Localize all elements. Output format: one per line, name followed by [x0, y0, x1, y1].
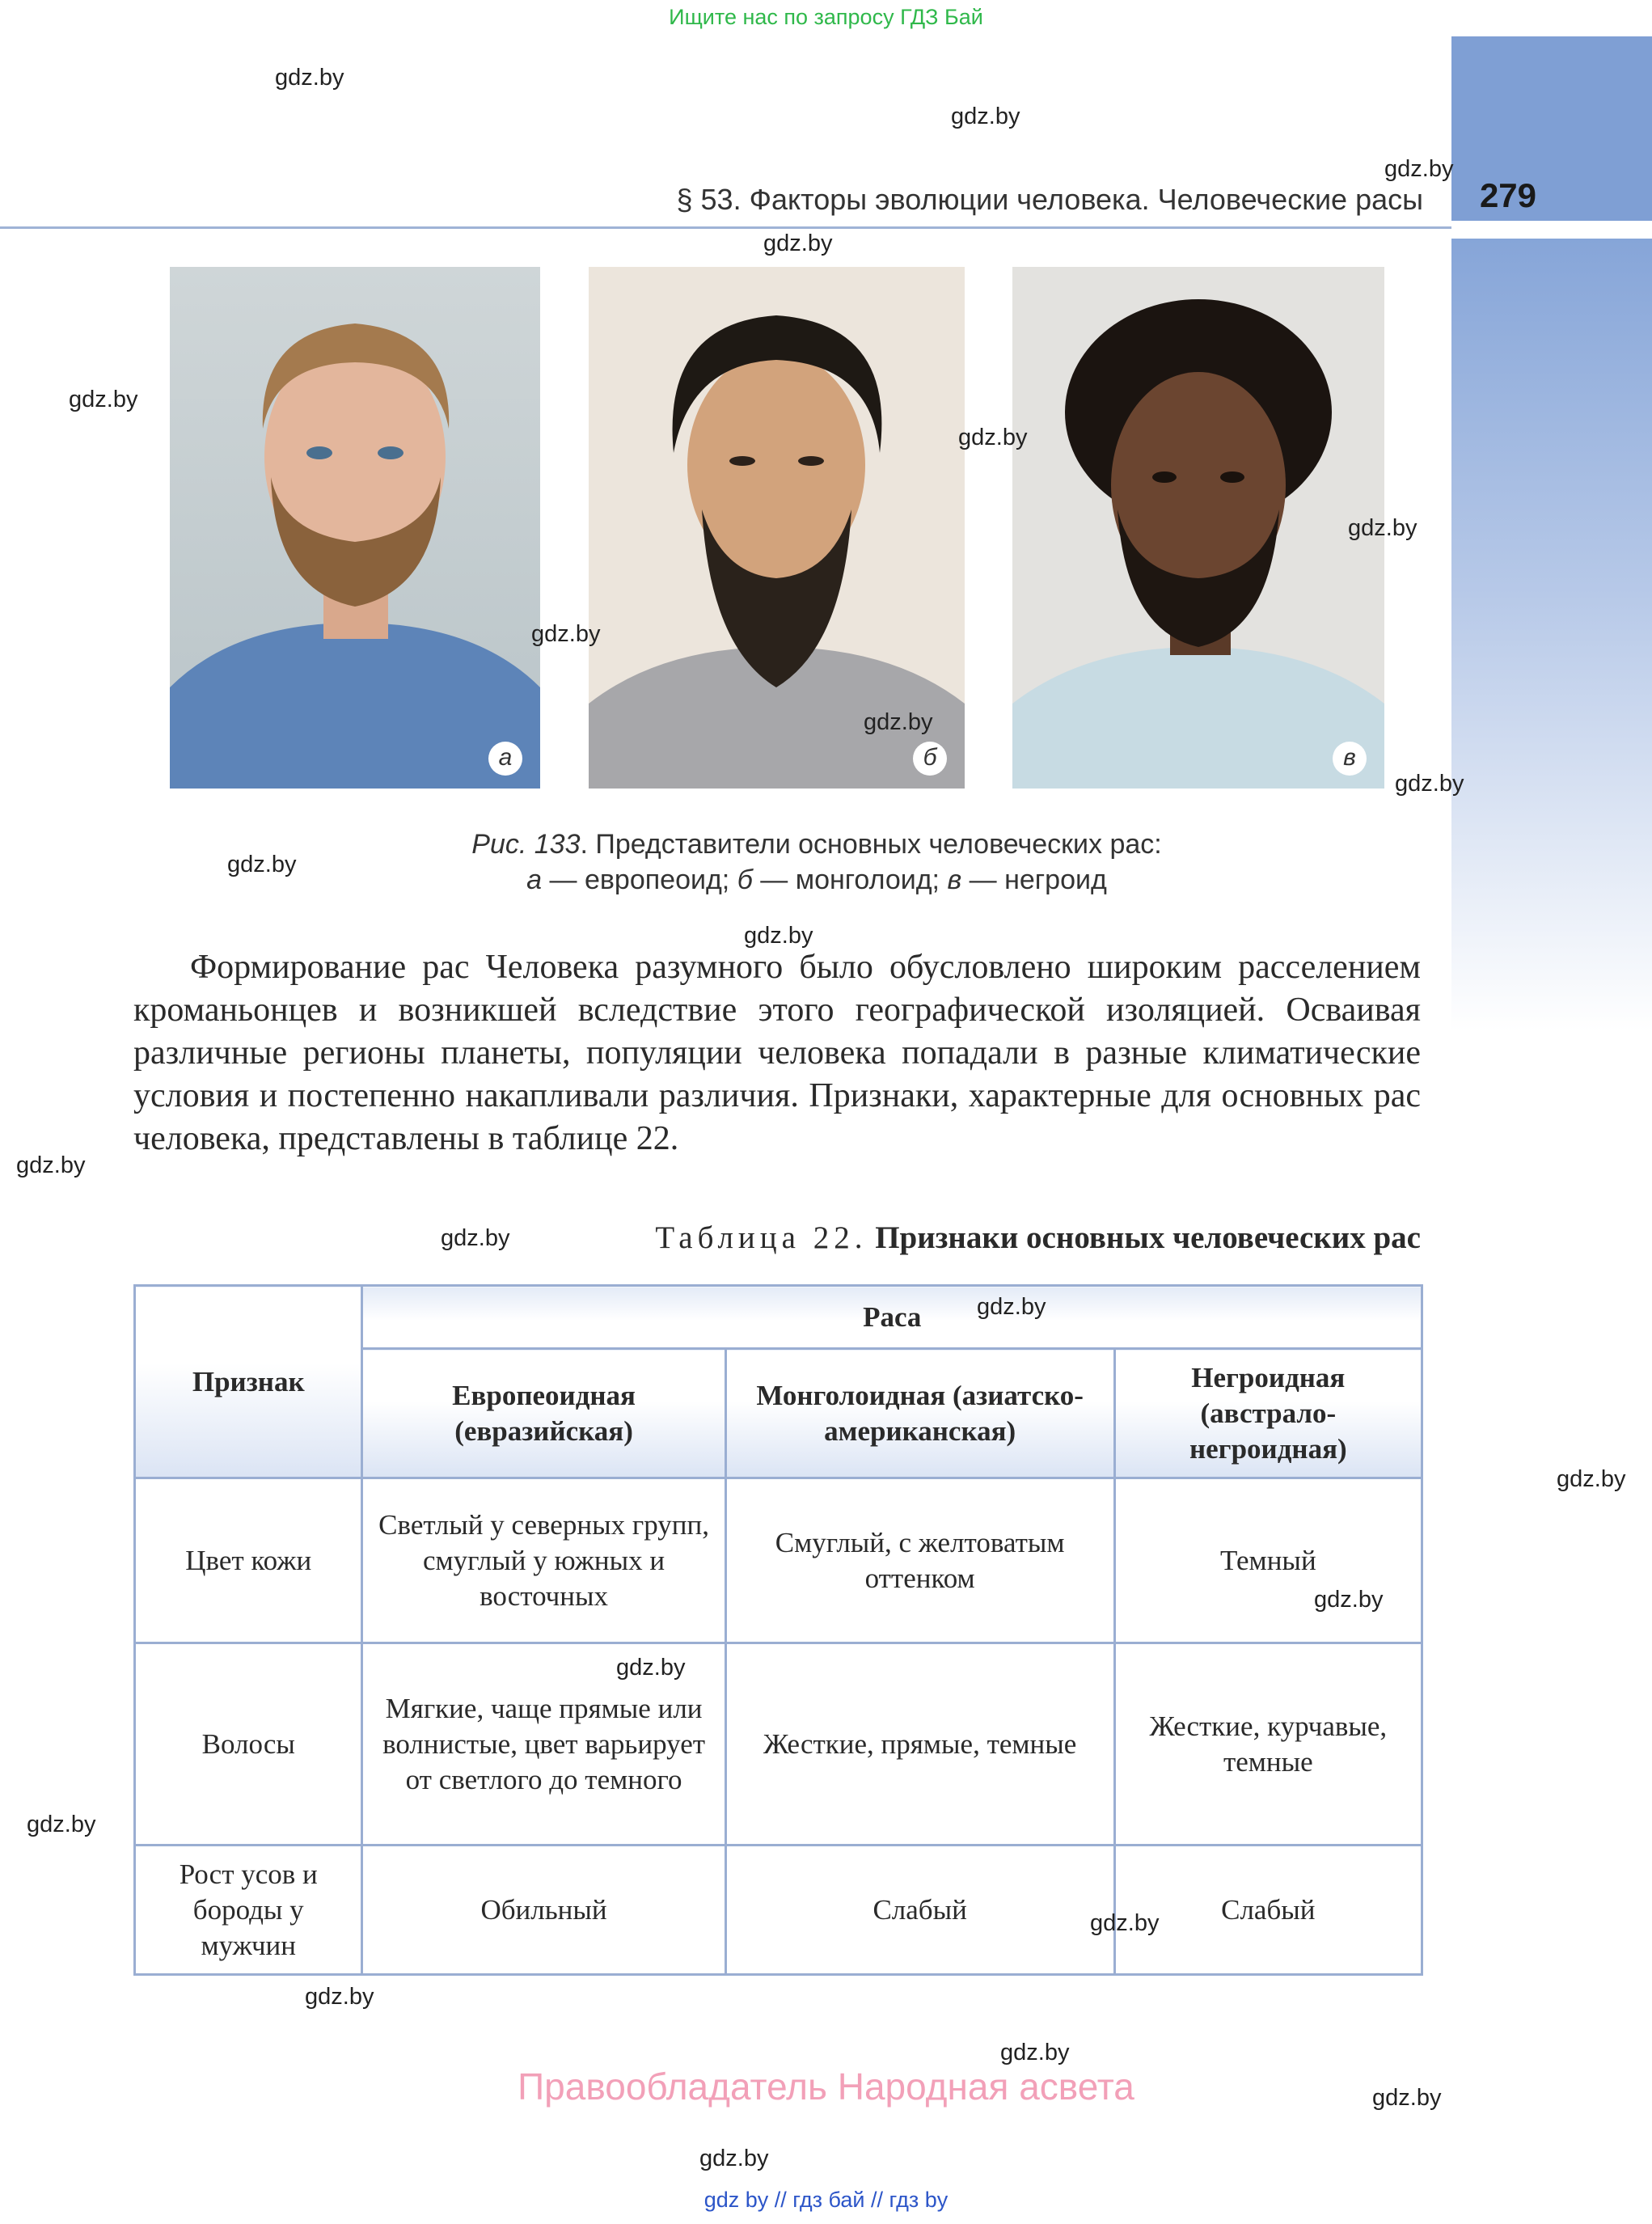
header-race-negroid: Негроидная (австрало-негроидная) [1114, 1349, 1422, 1478]
watermark: gdz.by [69, 387, 138, 412]
watermark: gdz.by [958, 425, 1028, 450]
watermark: gdz.by [763, 230, 833, 256]
portrait-image-c [1012, 267, 1384, 789]
photo-letter-c: в [1333, 742, 1367, 776]
caption-item-a: — европеоид; [542, 865, 737, 895]
header-race: Раса [362, 1286, 1422, 1349]
cell-beard-mongoloid: Слабый [725, 1846, 1114, 1975]
margin-band-side [1451, 239, 1652, 1031]
photo-letter-b: б [913, 742, 947, 776]
watermark: gdz.by [531, 621, 601, 647]
watermark: gdz.by [1372, 2085, 1442, 2111]
watermark: gdz.by [977, 1294, 1046, 1320]
table-header-row-1 [135, 1286, 1422, 1349]
header-rule [0, 226, 1451, 229]
watermark: gdz.by [1557, 1466, 1626, 1492]
table-label: Таблица 22. [655, 1220, 868, 1255]
paragraph-text: Формирование рас Человека разумного было обусловлено широким расселением кроманьонцев и возникшей вследствие этого географической изоляцией. Осваивая различные регионы планеты, популяции человека попадали в разные климатические условия и постепенно накапливали различия. Признаки, характерные для основных рас человека, представлены в таблице 22. [133, 949, 1421, 1157]
portrait-image-a [170, 267, 540, 789]
cell-skin-negroid: Темный [1114, 1478, 1422, 1643]
caption-label: Рис. 133 [471, 829, 581, 860]
watermark: gdz.by [305, 1984, 374, 2010]
row-trait-beard: Рост усов и бороды у мужчин [135, 1846, 362, 1975]
table-title [485, 1220, 1421, 1256]
top-search-note[interactable]: Ищите нас по запросу ГДЗ Бай [669, 5, 983, 29]
table-caption: Признаки основных человеческих рас [875, 1220, 1421, 1255]
cell-skin-europeoid: Светлый у северных групп, смуглый у южных и восточных [362, 1478, 725, 1643]
caption-text: . Представители основных человеческих рас: [580, 829, 1162, 860]
running-head: § 53. Факторы эволюции человека. Человеческие расы [676, 183, 1423, 216]
watermark: gdz.by [227, 852, 297, 877]
table-row [135, 1643, 1422, 1846]
watermark: gdz.by [275, 65, 344, 91]
cell-skin-mongoloid: Смуглый, с желтоватым оттенком [725, 1478, 1114, 1643]
watermark: gdz.by [616, 1655, 686, 1681]
watermark: gdz.by [441, 1225, 510, 1251]
bottom-links[interactable]: gdz by // гдз бай // гдз by [703, 2188, 949, 2212]
caption-letter-a: а [526, 865, 543, 895]
header-race-mongoloid: Монголоидная (азиатско-американская) [725, 1349, 1114, 1478]
watermark: gdz.by [1090, 1910, 1160, 1936]
cell-hair-negroid: Жесткие, курчавые, темные [1114, 1643, 1422, 1846]
race-traits-table [133, 1284, 1423, 1976]
watermark: gdz.by [27, 1812, 96, 1837]
table-row [135, 1846, 1422, 1975]
caption-item-c: — негроид [961, 865, 1107, 895]
body-paragraph [133, 946, 1421, 1161]
table-row [135, 1478, 1422, 1643]
header-trait: Признак [135, 1286, 362, 1478]
watermark: gdz.by [699, 2146, 769, 2171]
cell-hair-mongoloid: Жесткие, прямые, темные [725, 1643, 1114, 1846]
watermark: gdz.by [1000, 2040, 1070, 2065]
watermark: gdz.by [1384, 156, 1454, 182]
header-race-europeoid: Европеоидная (евразийская) [362, 1349, 725, 1478]
watermark: gdz.by [1314, 1587, 1384, 1613]
caption-item-b: — монголоид; [752, 865, 948, 895]
photo-letter-a: а [488, 742, 522, 776]
photo-europeoid [170, 267, 540, 789]
photo-negroid [1012, 267, 1384, 789]
caption-line-2 [170, 862, 1464, 898]
figure-caption [170, 827, 1464, 898]
cell-hair-europeoid: Мягкие, чаще прямые или волнистые, цвет варьирует от светлого до темного [362, 1643, 725, 1846]
copyright-notice: Правообладатель Народная асвета [518, 2065, 1134, 2108]
watermark: gdz.by [864, 709, 933, 735]
watermark: gdz.by [1348, 515, 1418, 541]
cell-beard-negroid: Слабый [1114, 1846, 1422, 1975]
caption-letter-c: в [947, 865, 962, 895]
page-number: 279 [1479, 176, 1537, 214]
watermark: gdz.by [16, 1152, 86, 1178]
watermark: gdz.by [744, 923, 813, 949]
caption-letter-b: б [737, 865, 753, 895]
watermark: gdz.by [951, 104, 1020, 129]
cell-beard-europeoid: Обильный [362, 1846, 725, 1975]
row-trait-skin: Цвет кожи [135, 1478, 362, 1643]
row-trait-hair: Волосы [135, 1643, 362, 1846]
caption-line-1 [170, 827, 1464, 862]
watermark: gdz.by [1395, 771, 1464, 797]
